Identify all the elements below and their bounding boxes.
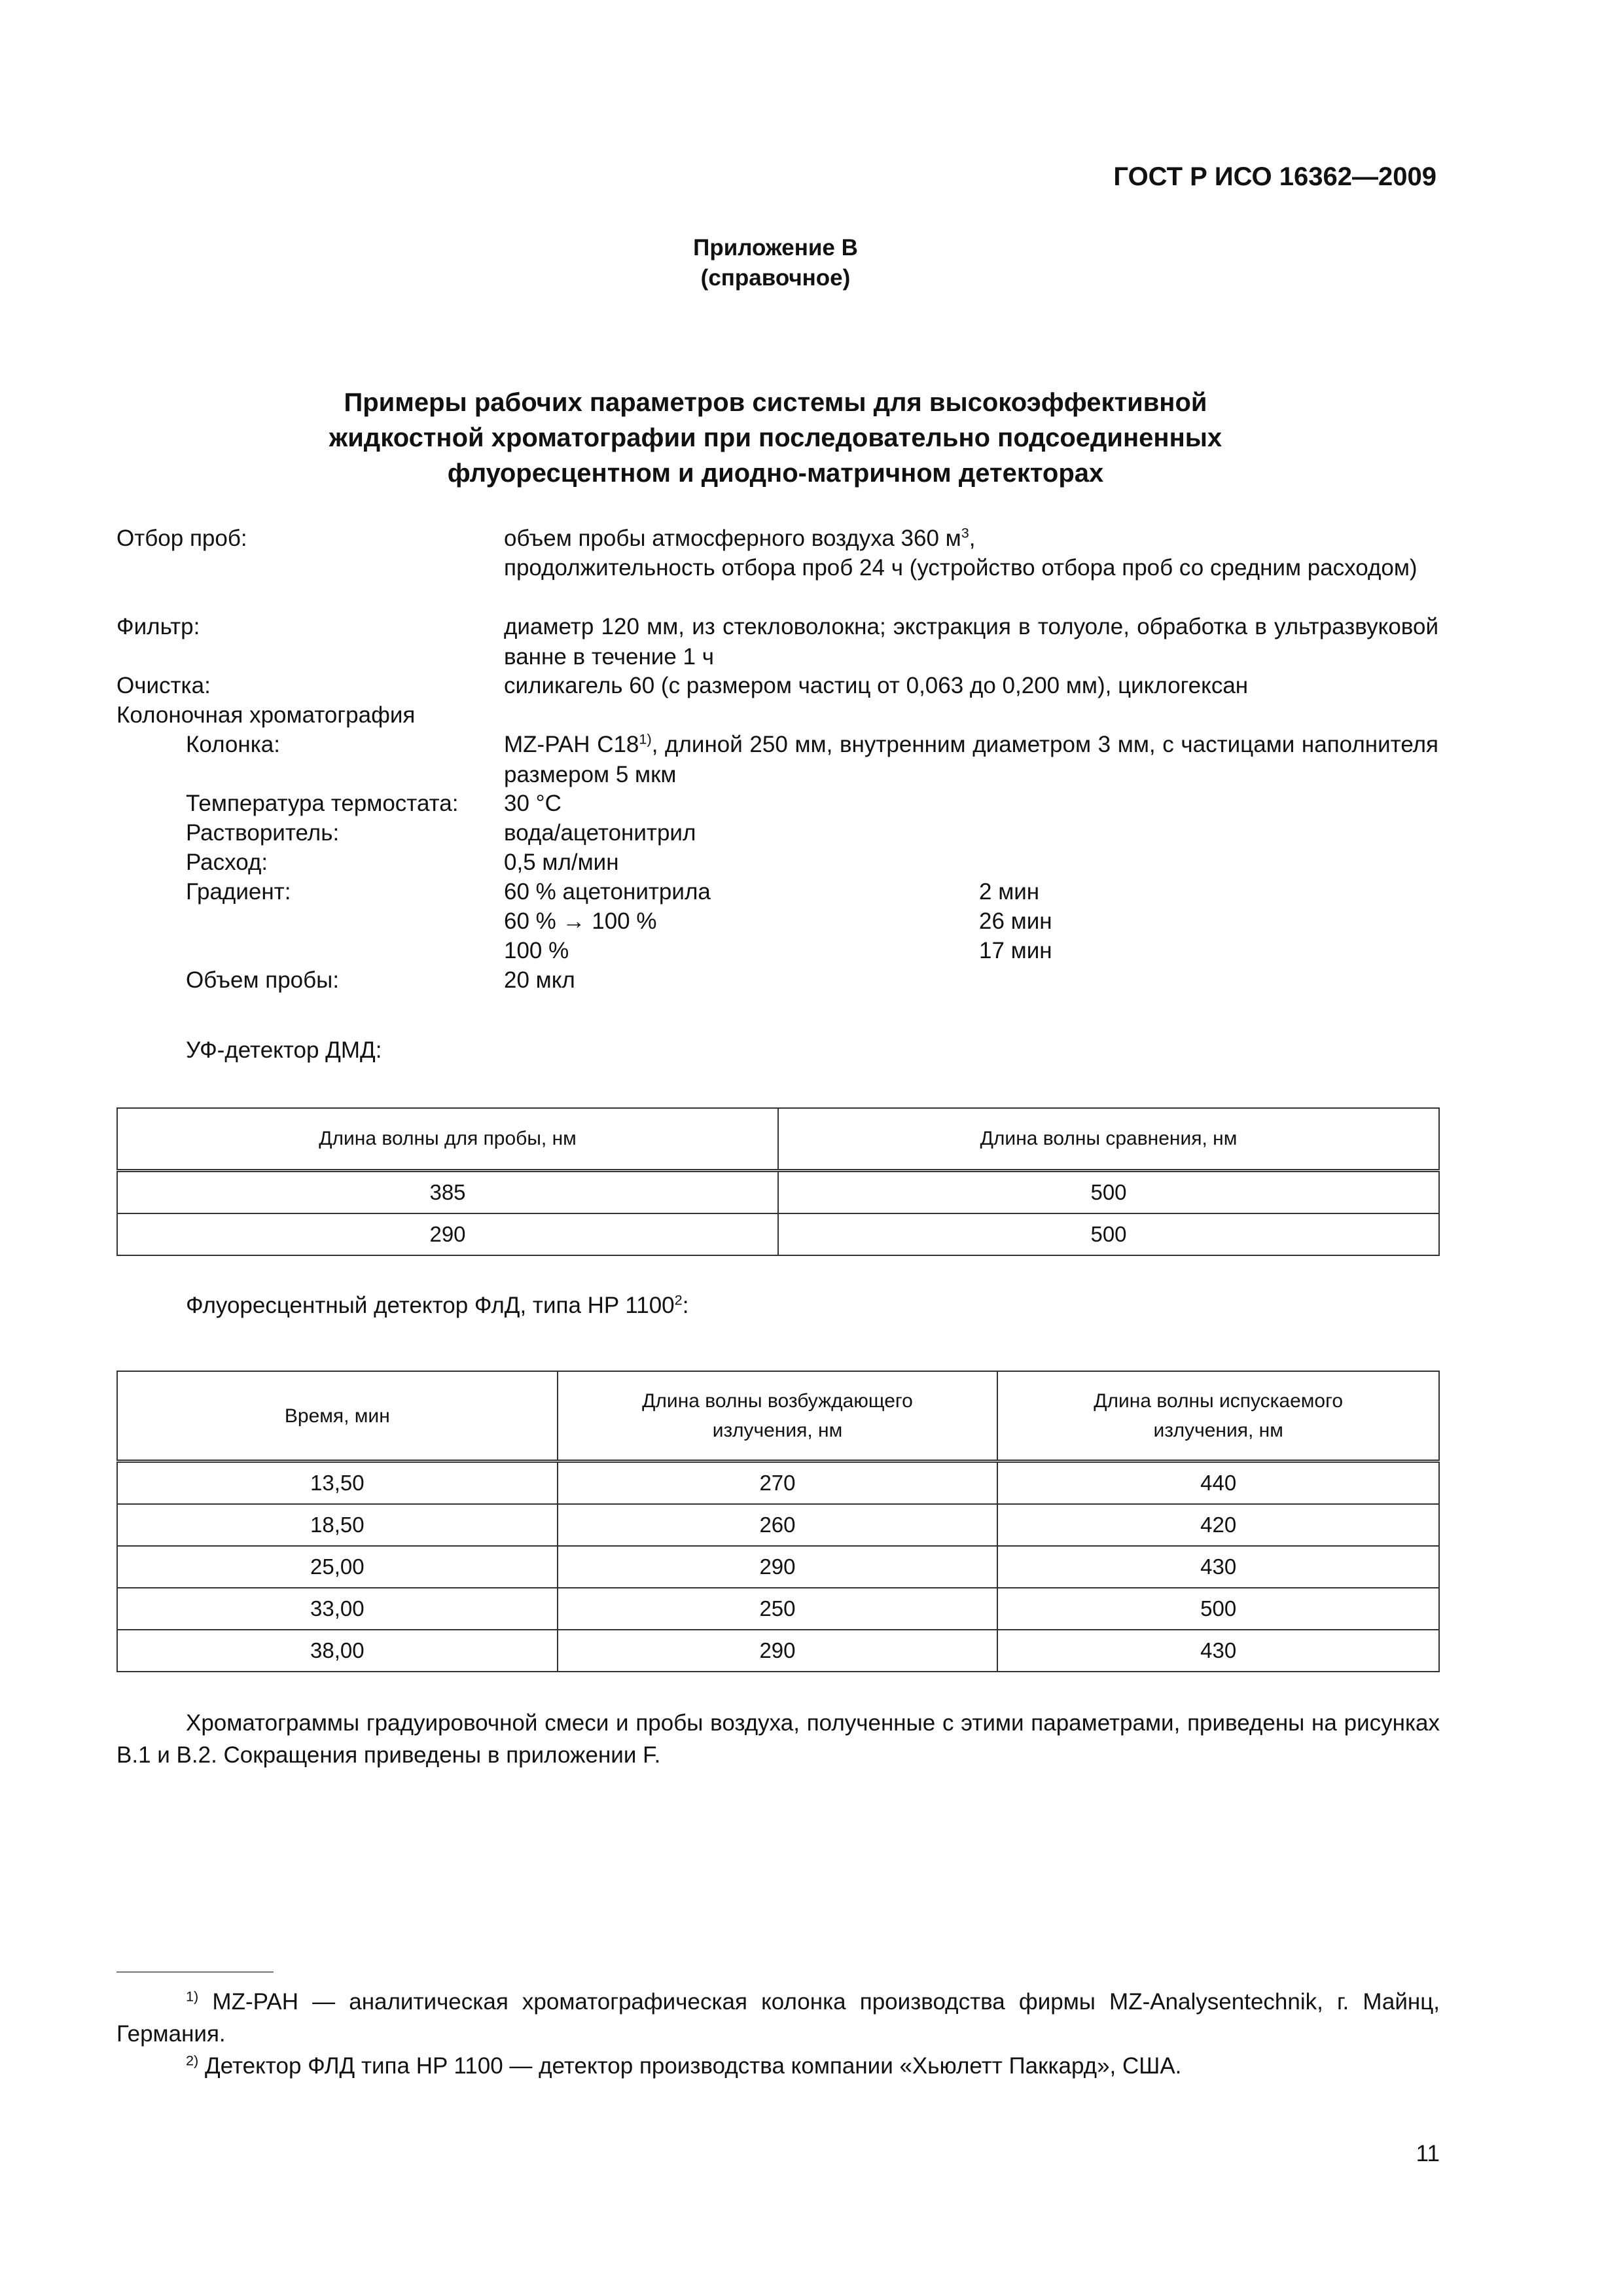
table-header-cell: Длина волны сравнения, нм	[778, 1108, 1439, 1171]
param-value: диаметр 120 мм, из стекловолокна; экстракция в толуоле, обработка в ультразвуковой ванне в течение 1 ч	[504, 614, 1438, 670]
gradient-composition: 60 % → 100 %	[504, 908, 657, 934]
footnote-text: MZ-PAH — аналитическая хроматографическая колонка производства фирмы MZ-Analysentechnik, г. Майнц, Германия.	[116, 1989, 1440, 2047]
param-label: Отбор проб:	[116, 526, 247, 551]
footnote-text: Детектор ФЛД типа HP 1100 — детектор производства компании «Хьюлетт Паккард», США.	[198, 2053, 1182, 2079]
annex-title: Приложение B	[693, 235, 858, 260]
table-header-cell: Длина волны испускаемого излучения, нм	[997, 1371, 1439, 1462]
fld-detector-label	[186, 1291, 688, 1321]
table-row	[117, 1171, 1439, 1214]
param-label: Колоночная хроматография	[116, 702, 416, 728]
table-header-row	[117, 1108, 1439, 1171]
table-cell: 430	[997, 1630, 1439, 1672]
param-column	[116, 730, 1438, 789]
gradient-time: 2 мин	[979, 879, 1040, 905]
gradient-time: 17 мин	[979, 938, 1052, 963]
footnote	[116, 2050, 1440, 2082]
table-row	[117, 1630, 1439, 1672]
annex-subtitle: (справочное)	[700, 264, 851, 291]
table-cell: 260	[558, 1504, 998, 1546]
param-value: силикагель 60 (с размером частиц от 0,063 до 0,200 мм), циклогексан	[504, 673, 1249, 698]
gradient-composition: 60 % ацетонитрила	[504, 879, 711, 905]
gradient-composition: 100 %	[504, 938, 569, 963]
table-header-row	[117, 1371, 1439, 1462]
param-cleanup	[116, 671, 1438, 700]
table-cell: 290	[117, 1213, 778, 1255]
param-label: Объем пробы:	[186, 967, 340, 993]
table-cell: 33,00	[117, 1588, 558, 1630]
footnote-ref: 1)	[639, 730, 652, 747]
param-sample-volume	[116, 965, 1438, 995]
table-cell: 500	[997, 1588, 1439, 1630]
param-solvent	[116, 818, 1438, 848]
title-line: жидкостной хроматографии при последовательно подсоединенных	[329, 423, 1222, 452]
gradient-time: 26 мин	[979, 908, 1052, 934]
footnote	[116, 1986, 1440, 2050]
table-row	[117, 1588, 1439, 1630]
closing-paragraph: Хроматограммы градуировочной смеси и пробы воздуха, полученные с этими параметрами, приведены на рисунках B.1 и B.2. Сокращения приведены в приложении F.	[116, 1710, 1440, 1768]
param-value: 20 мкл	[504, 967, 575, 993]
param-column-chromatography	[116, 700, 1438, 730]
table-row	[117, 1213, 1439, 1255]
param-label: Фильтр:	[116, 614, 200, 639]
table-cell: 420	[997, 1504, 1439, 1546]
page-number: 11	[1416, 2141, 1440, 2166]
param-value: 0,5 мл/мин	[504, 850, 619, 875]
footnote-mark: 1)	[186, 1988, 199, 2005]
table-row	[117, 1546, 1439, 1588]
param-value: вода/ацетонитрил	[504, 820, 696, 846]
param-gradient-step	[116, 936, 1438, 965]
table-cell: 290	[558, 1546, 998, 1588]
param-label: Колонка:	[186, 732, 280, 757]
value-text: MZ-PAH C18	[504, 732, 639, 757]
table-header-cell: Длина волны возбуждающего излучения, нм	[558, 1371, 998, 1462]
value-text: , длиной 250 мм, внутренним диаметром 3 мм, с частицами наполнителя размером 5 мкм	[504, 732, 1438, 788]
param-sampling	[116, 524, 1438, 553]
param-filter	[116, 612, 1438, 671]
table-cell: 270	[558, 1462, 998, 1505]
superscript: 3	[961, 524, 969, 541]
footnote-mark: 2)	[186, 2052, 199, 2069]
table-cell: 38,00	[117, 1630, 558, 1672]
param-flow	[116, 848, 1438, 877]
param-label: Расход:	[186, 850, 268, 875]
table-cell: 290	[558, 1630, 998, 1672]
label-text: :	[682, 1293, 689, 1318]
uv-detector-label: УФ-детектор ДМД:	[186, 1037, 382, 1063]
param-value	[504, 730, 1438, 790]
table-cell: 13,50	[117, 1462, 558, 1505]
param-label: Растворитель:	[186, 820, 340, 846]
table-cell: 25,00	[117, 1546, 558, 1588]
uv-detector-table	[116, 1107, 1440, 1256]
param-label: Градиент:	[186, 879, 291, 905]
footnote-ref: 2	[674, 1291, 683, 1308]
parameters-list	[116, 524, 1438, 995]
table-cell: 500	[778, 1171, 1439, 1214]
param-gradient-step	[116, 906, 1438, 936]
table-cell: 18,50	[117, 1504, 558, 1546]
page-title	[0, 385, 1551, 491]
table-row	[117, 1462, 1439, 1505]
value-text: ,	[969, 526, 976, 551]
param-sampling-duration	[116, 553, 1438, 612]
table-row	[117, 1504, 1439, 1546]
title-line: Примеры рабочих параметров системы для высокоэффективной	[344, 388, 1207, 417]
param-thermostat	[116, 789, 1438, 818]
footnote-separator	[116, 1971, 274, 1973]
label-text: Флуоресцентный детектор ФлД, типа HP 1100	[186, 1293, 675, 1318]
footnotes	[116, 1986, 1440, 2082]
table-cell: 385	[117, 1171, 778, 1214]
document-code: ГОСТ Р ИСО 16362—2009	[1113, 162, 1436, 191]
annex-heading	[0, 233, 1551, 293]
param-value: 30 °C	[504, 791, 562, 816]
param-label: Очистка:	[116, 673, 211, 698]
table-cell: 250	[558, 1588, 998, 1630]
param-value	[504, 524, 1438, 554]
fld-detector-table	[116, 1371, 1440, 1672]
table-header-cell: Длина волны для пробы, нм	[117, 1108, 778, 1171]
table-cell: 430	[997, 1546, 1439, 1588]
param-gradient-step	[116, 877, 1438, 906]
title-line: флуоресцентном и диодно-матричном детекторах	[447, 459, 1104, 488]
table-cell: 440	[997, 1462, 1439, 1505]
table-cell: 500	[778, 1213, 1439, 1255]
table-header-cell: Время, мин	[117, 1371, 558, 1462]
param-value: продолжительность отбора проб 24 ч (устройство отбора проб со средним расходом)	[504, 555, 1418, 581]
value-text: объем пробы атмосферного воздуха 360 м	[504, 526, 961, 551]
param-label: Температура термостата:	[186, 791, 459, 816]
